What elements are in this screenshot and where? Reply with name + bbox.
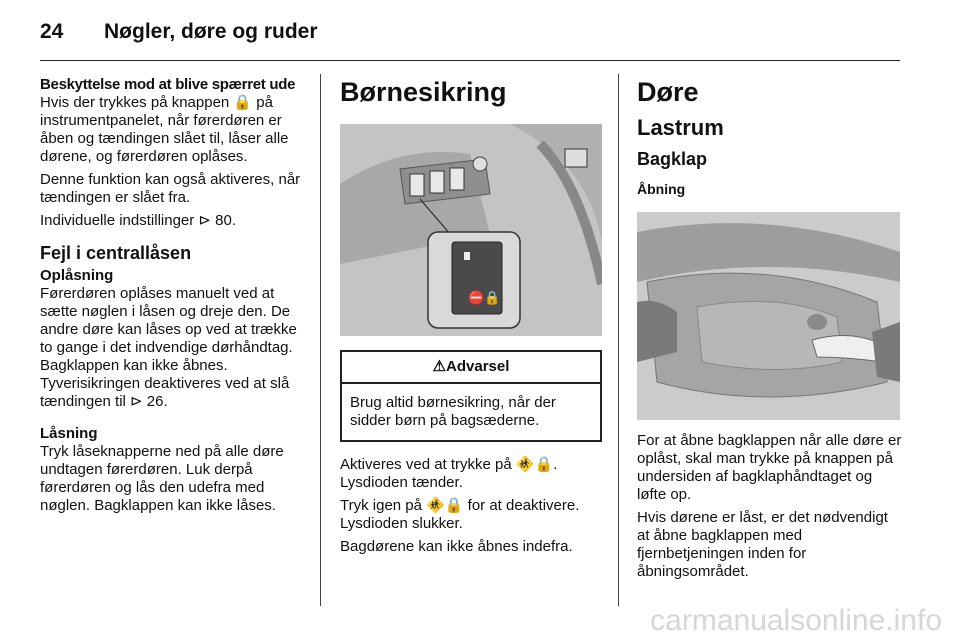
paragraph-individual: Individuelle indstillinger ⊳ 80.	[40, 212, 237, 229]
warning-triangle-icon: ⚠	[432, 358, 447, 375]
page-number: 24	[40, 20, 64, 43]
paragraph-open-tailgate: For at åbne bagklappen når alle døre er oplåst, skal man trykke på knappen på undersiden af bagklaphåndtaget og løfte op.	[637, 432, 902, 503]
paragraph-unlocking: Førerdøren oplåses manuelt ved at sætte nøglen i låsen og dreje den. De andre døre kan låses op ved at trække to gange i det indvendige dørhåndtag. Bagklappen kan ikke åbnes. Tyverisikringen deaktiveres ved at slå tændingen til ⊳ 26.	[40, 285, 297, 410]
heading-fault: Fejl i centrallåsen	[40, 243, 192, 263]
header-rule	[40, 60, 900, 61]
column-divider-1	[320, 74, 321, 606]
watermark: carmanualsonline.info	[650, 604, 942, 637]
chapter-title: Nøgler, døre og ruder	[104, 20, 318, 43]
warning-text: Brug altid børnesikring, når der sidder børn på bagsæderne.	[350, 394, 556, 429]
heading-lockout-protection: Beskyttelse mod at blive spærret ude	[40, 76, 296, 93]
tailgate-illustration	[637, 212, 900, 420]
paragraph-locking: Tryk låseknapperne ned på alle døre undtagen førerdøren. Luk derpå førerdøren og lås den udefra med nøglen. Bagklappen kan ikke låses.	[40, 443, 284, 514]
column-divider-2	[618, 74, 619, 606]
warning-header	[342, 352, 600, 384]
warning-label: Advarsel	[446, 358, 510, 375]
subsection-title-luggage: Lastrum	[637, 115, 724, 140]
paragraph-protection: Hvis der trykkes på knappen 🔒 på instrumentpanelet, når førerdøren er åben og tændingen slået til, låser alle dørene, og førerdøren oplåses.	[40, 94, 289, 165]
paragraph-also: Denne funktion kan også aktiveres, når tændingen er slået fra.	[40, 171, 301, 206]
column-1	[40, 76, 308, 520]
section-title-doors: Døre	[637, 77, 699, 107]
child-lock-illustration	[340, 124, 602, 336]
paragraph-rear-doors: Bagdørene kan ikke åbnes indefra.	[340, 538, 573, 555]
subsubsection-tailgate: Bagklap	[637, 149, 708, 169]
svg-text:⛔🔒: ⛔🔒	[468, 291, 501, 306]
heading-opening: Åbning	[637, 181, 686, 197]
column-3	[637, 76, 902, 586]
page-header	[40, 20, 318, 44]
paragraph-activate: Aktiveres ved at trykke på 🚸🔒. Lysdioden tænder.	[340, 456, 558, 491]
door-panel-drawing	[340, 124, 602, 336]
heading-locking: Låsning	[40, 425, 98, 442]
section-title-child-lock: Børnesikring	[340, 77, 507, 107]
paragraph-locked-doors: Hvis dørene er låst, er det nødvendigt at åbne bagklappen med fjernbetjeningen inden for åbningsområdet.	[637, 509, 888, 580]
tailgate-drawing	[637, 212, 900, 420]
paragraph-deactivate: Tryk igen på 🚸🔒 for at deaktivere. Lysdioden slukker.	[340, 497, 580, 532]
column-2	[340, 76, 602, 561]
heading-unlocking: Oplåsning	[40, 267, 114, 284]
warning-box	[340, 350, 602, 442]
